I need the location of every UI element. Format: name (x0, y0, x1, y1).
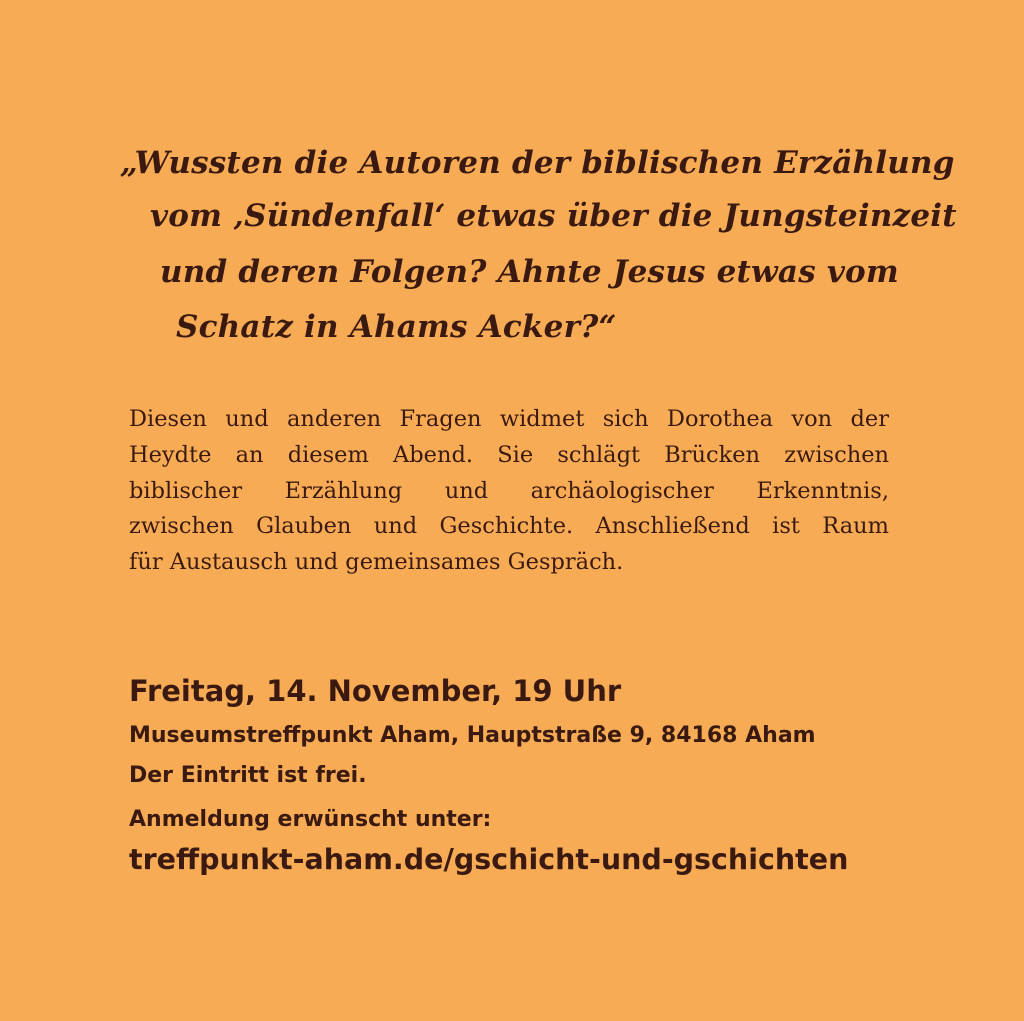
description-line-2: Heydte an diesem Abend. Sie schlägt Brücken zwischen (129, 441, 889, 468)
description-line-4: zwischen Glauben und Geschichte. Anschließend ist Raum (129, 513, 889, 540)
quote-line-1: „Wussten die Autoren der biblischen Erzählung (120, 145, 955, 181)
description-line-5: für Austausch und gemeinsames Gespräch. (129, 549, 624, 576)
description-line-1: Diesen und anderen Fragen widmet sich Dorothea von der (129, 406, 889, 432)
description-line-3: biblischer Erzählung und archäologischer Erkenntnis, (129, 477, 889, 504)
quote-line-2: vom ‚Sündenfall‘ etwas über die Jungsteinzeit (150, 198, 957, 234)
event-location: Museumstreffpunkt Aham, Hauptstraße 9, 84168 Aham (129, 723, 816, 748)
registration-url[interactable]: treffpunkt-aham.de/gschicht-und-gschichten (129, 843, 849, 876)
event-description (129, 402, 889, 581)
quote-line-4: Schatz in Ahams Acker?“ (176, 309, 617, 345)
event-admission: Der Eintritt ist frei. (129, 763, 367, 788)
registration-label: Anmeldung erwünscht unter: (129, 807, 492, 832)
quote-line-3: und deren Folgen? Ahnte Jesus etwas vom (160, 254, 899, 290)
event-date-time: Freitag, 14. November, 19 Uhr (129, 674, 622, 708)
